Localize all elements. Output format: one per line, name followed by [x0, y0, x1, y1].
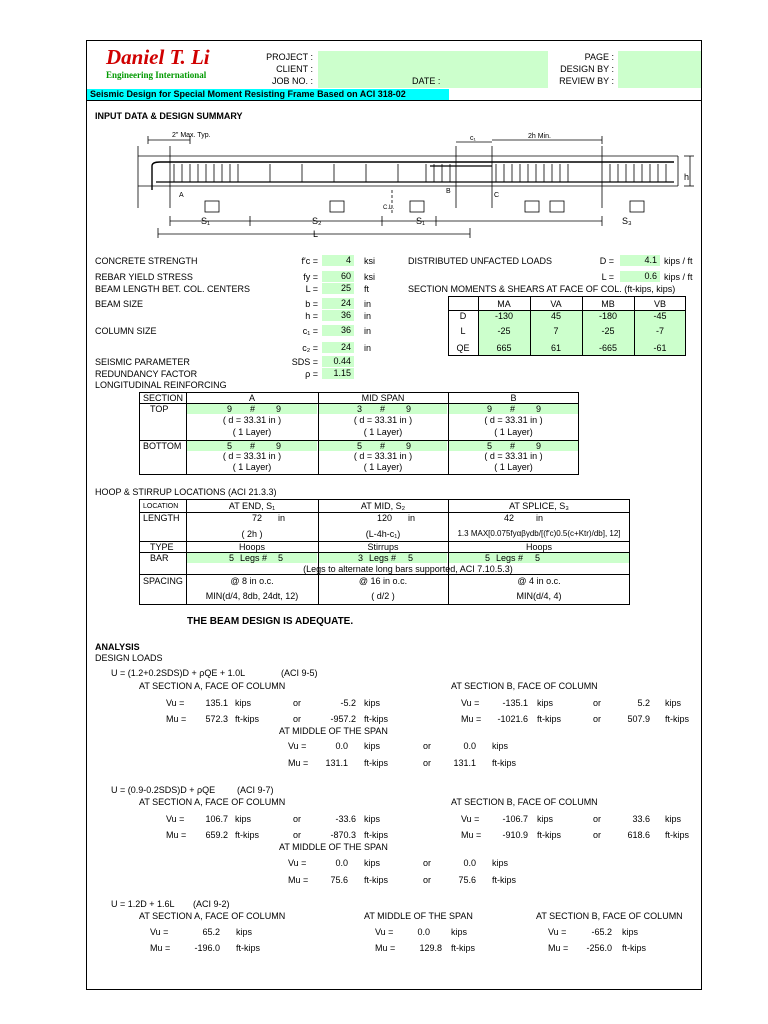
col-c2-value[interactable]: 24	[322, 342, 354, 353]
ht-spacing-label: SPACING	[143, 576, 183, 586]
ht-sp-end: @ 8 in o.c.	[230, 576, 274, 586]
c2-b-v1-unit: kips	[537, 814, 554, 824]
combo2-eq: U = (0.9-0.2SDS)D + ρQE	[111, 785, 216, 795]
label-a: A	[179, 192, 184, 199]
label-s1b: S₁	[416, 216, 426, 226]
c1-a-v2: -5.2	[340, 698, 356, 708]
client-label: CLIENT :	[276, 64, 313, 74]
colsize-label: COLUMN SIZE	[95, 326, 157, 336]
lt-bot-a-size: 9	[276, 441, 282, 451]
c3-m-m: 129.8	[419, 943, 442, 953]
label-h: h	[684, 172, 690, 182]
mt-h-ma: MA	[497, 299, 511, 309]
seismic-label: SEISMIC PARAMETER	[95, 357, 190, 367]
mt-qe-vb: -61	[653, 343, 667, 353]
c1-a-v1-unit: kips	[235, 698, 252, 708]
mt-l-mb: -25	[601, 326, 615, 336]
c2-m-vu-sym: Vu =	[288, 858, 307, 868]
lt-h-section: SECTION	[143, 393, 184, 403]
beamlen-label: BEAM LENGTH BET. COL. CENTERS	[95, 284, 251, 294]
ht-bar-mid-size: 5	[408, 553, 414, 563]
c1-b-m2-unit: ft-kips	[665, 714, 690, 724]
col-c1-unit: in	[364, 326, 372, 336]
lt-bot-m-d: ( d = 33.31 in )	[353, 451, 413, 461]
c3-a-m-unit: ft-kips	[236, 943, 261, 953]
lt-top-label: TOP	[150, 404, 169, 414]
c2-a-v2-unit: kips	[364, 814, 381, 824]
concrete-unit: ksi	[364, 256, 375, 266]
c2-a-m1-unit: ft-kips	[235, 830, 260, 840]
c3-a-v: 65.2	[202, 927, 220, 937]
lt-bot-m-n: 5	[357, 441, 363, 451]
c1-m-v1-unit: kips	[364, 741, 381, 751]
lt-h-b: B	[510, 393, 517, 403]
load-l-unit: kips / ft	[664, 272, 693, 282]
c2-m-v1: 0.0	[335, 858, 348, 868]
lt-top-a-size: 9	[276, 404, 282, 414]
rebar-unit: ksi	[364, 272, 375, 282]
mt-h-va: VA	[550, 299, 562, 309]
dim-c1: c₁	[470, 135, 476, 142]
combo1-eq: U = (1.2+0.2SDS)D + ρQE + 1.0L	[111, 668, 246, 678]
lt-top-m-hash: #	[380, 404, 386, 414]
c1-m-m2: 131.1	[453, 758, 476, 768]
ht-len-end-unit: in	[278, 513, 286, 523]
c2-a-m2-unit: ft-kips	[364, 830, 389, 840]
c2-b-v2-unit: kips	[665, 814, 682, 824]
c3-a-mu-sym: Mu =	[150, 943, 171, 953]
c1-a-mu-sym: Mu =	[166, 714, 187, 724]
mt-l-vb: -7	[655, 326, 664, 336]
c3-a-v-unit: kips	[236, 927, 253, 937]
mt-d-va: 45	[550, 311, 561, 321]
ht-type-end: Hoops	[238, 542, 265, 552]
mt-qe-mb: -665	[598, 343, 617, 353]
c3-b-mu-sym: Mu =	[548, 943, 569, 953]
c1-a-v1: 135.1	[205, 698, 228, 708]
ht-legs-note: (Legs to alternate long bars supported, ACI 7.10.5.3)	[303, 564, 513, 574]
mt-row-l: L	[460, 326, 466, 336]
lt-bot-a-hash: #	[250, 441, 256, 451]
sheet-title: Seismic Design for Special Moment Resisting Frame Based on ACI 318-02	[90, 89, 406, 99]
c2-a-m1: 659.2	[205, 830, 228, 840]
mt-qe-ma: 665	[496, 343, 512, 353]
concrete-label: CONCRETE STRENGTH	[95, 256, 198, 266]
rebar-label: REBAR YIELD STRESS	[95, 272, 193, 282]
c1-a-v2-unit: kips	[364, 698, 381, 708]
dim-2h-min: 2h Min.	[528, 133, 551, 140]
concrete-value[interactable]: 4	[322, 255, 354, 266]
c3-m-v-unit: kips	[451, 927, 468, 937]
c1-a-vu-sym: Vu =	[166, 698, 185, 708]
lt-bottom-label: BOTTOM	[143, 441, 182, 451]
c2-at-mid: AT MIDDLE OF THE SPAN	[279, 842, 388, 852]
c1-m-m1: 131.1	[325, 758, 348, 768]
combo3-eq: U = 1.2D + 1.6L	[111, 899, 175, 909]
beam-h-unit: in	[364, 311, 372, 321]
ht-len-mid: 120	[376, 513, 392, 523]
lt-bot-b-layer: ( 1 Layer)	[494, 462, 533, 472]
brand-name: Daniel T. Li	[106, 45, 210, 69]
dim-max-typ: 2" Max. Typ.	[172, 132, 211, 139]
reviewby-label: REVIEW BY :	[559, 76, 614, 86]
c1-b-m-or: or	[593, 714, 602, 724]
loads-label: DISTRIBUTED UNFACTED LOADS	[408, 256, 553, 266]
beamsize-label: BEAM SIZE	[95, 299, 144, 309]
ht-h-splice: AT SPLICE, S₃	[509, 501, 569, 511]
c1-a-m2-unit: ft-kips	[364, 714, 389, 724]
moments-label: SECTION MOMENTS & SHEARS AT FACE OF COL. (ft-kips, kips)	[408, 284, 676, 294]
c1-m-mu-sym: Mu =	[288, 758, 309, 768]
mt-h-vb: VB	[653, 299, 666, 309]
beamlen-sym: L =	[305, 284, 318, 294]
c2-b-v2: 33.6	[632, 814, 650, 824]
lt-top-b-size: 9	[536, 404, 542, 414]
rebar-sym: fy =	[303, 272, 318, 282]
page-label: PAGE :	[584, 52, 614, 62]
c3-at-mid: AT MIDDLE OF THE SPAN	[364, 911, 473, 921]
label-s2: S₂	[312, 216, 322, 226]
longitudinal-label: LONGITUDINAL REINFORCING	[95, 380, 227, 390]
c2-b-m2-unit: ft-kips	[665, 830, 690, 840]
col-c1-sym: c₁ =	[302, 326, 318, 336]
lt-top-a-layer: ( 1 Layer)	[232, 427, 272, 437]
page-field[interactable]	[618, 51, 701, 88]
c1-b-vu-sym: Vu =	[461, 698, 480, 708]
load-d-sym: D =	[599, 256, 614, 266]
ht-bar-label: BAR	[150, 553, 169, 563]
ht-h-location: LOCATION	[143, 503, 179, 510]
ht-len-splice-unit: in	[536, 513, 544, 523]
c3-a-vu-sym: Vu =	[150, 927, 169, 937]
ht-sp-splice-formula: MIN(d/4, 4)	[516, 591, 562, 601]
c2-a-v-or: or	[293, 814, 302, 824]
col-c2-unit: in	[364, 343, 372, 353]
c2-b-m2: 618.6	[627, 830, 650, 840]
c1-a-m1: 572.3	[205, 714, 228, 724]
hoop-title: HOOP & STIRRUP LOCATIONS (ACI 21.3.3)	[95, 487, 277, 497]
c1-b-v-or: or	[593, 698, 602, 708]
date-field[interactable]	[447, 75, 548, 88]
c3-at-b: AT SECTION B, FACE OF COLUMN	[536, 911, 683, 921]
c1-at-b: AT SECTION B, FACE OF COLUMN	[451, 681, 598, 691]
ht-type-mid: Stirrups	[367, 542, 399, 552]
c1-at-a: AT SECTION A, FACE OF COLUMN	[139, 681, 286, 691]
lt-top-b-hash: #	[510, 404, 516, 414]
c2-a-mu-sym: Mu =	[166, 830, 187, 840]
c2-m-m1: 75.6	[330, 875, 348, 885]
c2-b-m-or: or	[593, 830, 602, 840]
c2-m-v2: 0.0	[463, 858, 476, 868]
lt-top-b-layer: ( 1 Layer)	[494, 427, 533, 437]
rebar-value[interactable]: 60	[322, 271, 354, 282]
lt-bot-b-hash: #	[510, 441, 516, 451]
ht-bar-mid-n: 3	[358, 553, 364, 563]
c3-at-a: AT SECTION A, FACE OF COLUMN	[139, 911, 286, 921]
mt-l-va: 7	[553, 326, 559, 336]
lt-top-a-d: ( d = 33.31 in )	[222, 415, 282, 425]
c3-m-vu-sym: Vu =	[375, 927, 394, 937]
redundancy-label: REDUNDANCY FACTOR	[95, 369, 198, 379]
ht-type-splice: Hoops	[525, 542, 552, 552]
col-c1-value[interactable]: 36	[322, 325, 354, 336]
lt-top-a-n: 9	[227, 404, 233, 414]
c1-b-v1: -135.1	[502, 698, 528, 708]
load-d-value[interactable]: 4.1	[620, 255, 660, 266]
ht-bar-end-n: 5	[229, 553, 235, 563]
c1-b-v2: 5.2	[637, 698, 650, 708]
ht-length-label: LENGTH	[143, 513, 180, 523]
c1-b-mu-sym: Mu =	[461, 714, 482, 724]
lt-bot-a-layer: ( 1 Layer)	[232, 462, 272, 472]
rho-value[interactable]: 1.15	[322, 368, 354, 379]
mt-d-vb: -45	[653, 311, 667, 321]
label-s1: S₁	[201, 216, 211, 226]
ht-sp-splice: @ 4 in o.c.	[517, 576, 561, 586]
concrete-sym: f′c =	[301, 256, 318, 266]
c3-b-v: -65.2	[591, 927, 612, 937]
c3-b-vu-sym: Vu =	[548, 927, 567, 937]
beam-b-unit: in	[364, 299, 372, 309]
c3-a-m: -196.0	[194, 943, 220, 953]
ht-h-mid: AT MID, S₂	[360, 501, 406, 511]
date-label: DATE :	[412, 76, 441, 86]
lt-top-b-d: ( d = 33.31 in )	[484, 415, 543, 425]
lt-top-m-d: ( d = 33.31 in )	[353, 415, 413, 425]
lt-top-a-hash: #	[250, 404, 256, 414]
ht-bar-end-size: 5	[278, 553, 284, 563]
c2-m-m1-unit: ft-kips	[364, 875, 389, 885]
c2-m-m2-unit: ft-kips	[492, 875, 517, 885]
c2-b-mu-sym: Mu =	[461, 830, 482, 840]
ht-sp-end-formula: MIN(d/4, 8db, 24dt, 12)	[205, 591, 299, 601]
c1-a-v-or: or	[293, 698, 302, 708]
ht-type-label: TYPE	[150, 542, 174, 552]
c1-b-m1-unit: ft-kips	[537, 714, 562, 724]
beam-b-sym: b =	[305, 299, 318, 309]
ht-sp-mid: @ 16 in o.c.	[358, 576, 408, 586]
label-cl: C.L.	[383, 205, 395, 211]
c1-m-m1-unit: ft-kips	[364, 758, 389, 768]
lt-bot-b-n: 5	[487, 441, 493, 451]
ht-sp-mid-formula: ( d/2 )	[371, 591, 395, 601]
beamlen-unit: ft	[364, 284, 370, 294]
mt-d-ma: -130	[494, 311, 513, 321]
lt-top-m-layer: ( 1 Layer)	[363, 427, 403, 437]
c2-a-v1: 106.7	[205, 814, 228, 824]
ht-bar-mid-legs: Legs #	[369, 553, 397, 563]
ht-len-mid-unit: in	[408, 513, 416, 523]
ht-bar-end-legs: Legs #	[240, 553, 268, 563]
c3-m-mu-sym: Mu =	[375, 943, 396, 953]
c1-b-v2-unit: kips	[665, 698, 682, 708]
c2-b-m1-unit: ft-kips	[537, 830, 562, 840]
ht-h-end: AT END, S₁	[228, 501, 276, 511]
beam-h-sym: h =	[305, 311, 318, 321]
brand-subtitle: Engineering International	[106, 70, 207, 80]
c1-a-m-or: or	[293, 714, 302, 724]
c1-a-m1-unit: ft-kips	[235, 714, 260, 724]
c3-b-v-unit: kips	[622, 927, 639, 937]
ht-len-splice: 42	[503, 513, 514, 523]
c1-m-v2-unit: kips	[492, 741, 509, 751]
lt-top-m-n: 3	[357, 404, 363, 414]
ht-len-end: 72	[251, 513, 262, 523]
combo1-ref: (ACI 9-5)	[281, 668, 318, 678]
lt-top-b-n: 9	[487, 404, 493, 414]
input-section-heading: INPUT DATA & DESIGN SUMMARY	[95, 111, 243, 121]
mt-l-ma: -25	[497, 326, 511, 336]
label-b: B	[446, 188, 451, 195]
c2-b-vu-sym: Vu =	[461, 814, 480, 824]
c1-m-v-or: or	[423, 741, 432, 751]
title-divider	[87, 100, 701, 101]
c1-at-mid: AT MIDDLE OF THE SPAN	[279, 726, 388, 736]
combo3-ref: (ACI 9-2)	[193, 899, 230, 909]
c2-a-vu-sym: Vu =	[166, 814, 185, 824]
lt-h-mid: MID SPAN	[361, 393, 405, 403]
adequacy-status: THE BEAM DESIGN IS ADEQUATE.	[187, 616, 354, 627]
lt-bot-b-size: 9	[536, 441, 542, 451]
sds-sym: SDS =	[291, 357, 318, 367]
combo2-ref: (ACI 9-7)	[237, 785, 274, 795]
load-d-unit: kips / ft	[664, 256, 693, 266]
c2-m-v-or: or	[423, 858, 432, 868]
ht-bar-splice-legs: Legs #	[496, 553, 524, 563]
label-s3: S₃	[622, 216, 632, 226]
c2-a-v1-unit: kips	[235, 814, 252, 824]
c1-b-m2: 507.9	[627, 714, 650, 724]
beamlen-value[interactable]: 25	[322, 283, 354, 294]
load-l-sym: L =	[601, 272, 614, 282]
col-c2-sym: c₂ =	[302, 343, 318, 353]
c2-a-v2: -33.6	[335, 814, 356, 824]
c1-m-v2: 0.0	[463, 741, 476, 751]
c3-b-m-unit: ft-kips	[622, 943, 647, 953]
c3-m-v: 0.0	[417, 927, 430, 937]
lt-bot-m-layer: ( 1 Layer)	[363, 462, 403, 472]
lt-top-m-size: 9	[406, 404, 412, 414]
lt-bot-b-d: ( d = 33.31 in )	[484, 451, 543, 461]
lt-bot-m-hash: #	[380, 441, 386, 451]
beam-b-value[interactable]: 24	[322, 298, 354, 309]
c2-m-m-or: or	[423, 875, 432, 885]
lt-h-a: A	[248, 393, 255, 403]
beam-h-value[interactable]: 36	[322, 310, 354, 321]
c1-m-vu-sym: Vu =	[288, 741, 307, 751]
c2-at-a: AT SECTION A, FACE OF COLUMN	[139, 797, 286, 807]
ht-v1	[186, 499, 187, 605]
jobno-label: JOB NO. :	[271, 76, 313, 86]
beam-elevation-diagram	[130, 128, 700, 246]
design-loads-label: DESIGN LOADS	[95, 653, 163, 663]
load-l-value[interactable]: 0.6	[620, 271, 660, 282]
c2-b-m1: -910.9	[502, 830, 528, 840]
c1-m-v1: 0.0	[335, 741, 348, 751]
mt-qe-va: 61	[550, 343, 561, 353]
c2-b-v-or: or	[593, 814, 602, 824]
c2-at-b: AT SECTION B, FACE OF COLUMN	[451, 797, 598, 807]
designby-label: DESIGN BY :	[560, 64, 614, 74]
label-c: C	[494, 192, 500, 199]
c1-b-m1: -1021.6	[497, 714, 528, 724]
label-L: L	[313, 229, 319, 239]
c3-b-m: -256.0	[586, 943, 612, 953]
c3-m-m-unit: ft-kips	[451, 943, 476, 953]
c2-a-m-or: or	[293, 830, 302, 840]
c2-m-v2-unit: kips	[492, 858, 509, 868]
c2-m-mu-sym: Mu =	[288, 875, 309, 885]
c2-b-v1: -106.7	[502, 814, 528, 824]
ht-len-mid-formula: (L-4h-c₁)	[365, 529, 401, 539]
c2-a-m2: -870.3	[330, 830, 356, 840]
ht-len-end-formula: ( 2h )	[241, 529, 263, 539]
sds-value[interactable]: 0.44	[322, 356, 354, 367]
c1-a-m2: -957.2	[330, 714, 356, 724]
c2-m-m2: 75.6	[458, 875, 476, 885]
ht-rule-4	[139, 574, 630, 575]
mt-row-qe: QE	[456, 343, 470, 353]
c1-b-v1-unit: kips	[537, 698, 554, 708]
c1-m-m-or: or	[423, 758, 432, 768]
rho-sym: ρ =	[305, 369, 318, 379]
c1-m-m2-unit: ft-kips	[492, 758, 517, 768]
ht-len-splice-formula: 1.3 MAX[0.075fyαβγdb/[(f′c)0.5(c+Ktr)/db], 12]	[457, 529, 621, 538]
mt-d-mb: -180	[598, 311, 617, 321]
ht-bar-splice-size: 5	[535, 553, 541, 563]
ht-bar-splice-n: 5	[485, 553, 491, 563]
lt-bot-m-size: 9	[406, 441, 412, 451]
mt-row-d: D	[459, 311, 467, 321]
project-label: PROJECT :	[266, 52, 313, 62]
lt-bot-a-n: 5	[227, 441, 233, 451]
lt-bot-a-d: ( d = 33.31 in )	[222, 451, 282, 461]
mt-h-mb: MB	[601, 299, 615, 309]
c2-m-v1-unit: kips	[364, 858, 381, 868]
analysis-heading: ANALYSIS	[95, 642, 140, 652]
